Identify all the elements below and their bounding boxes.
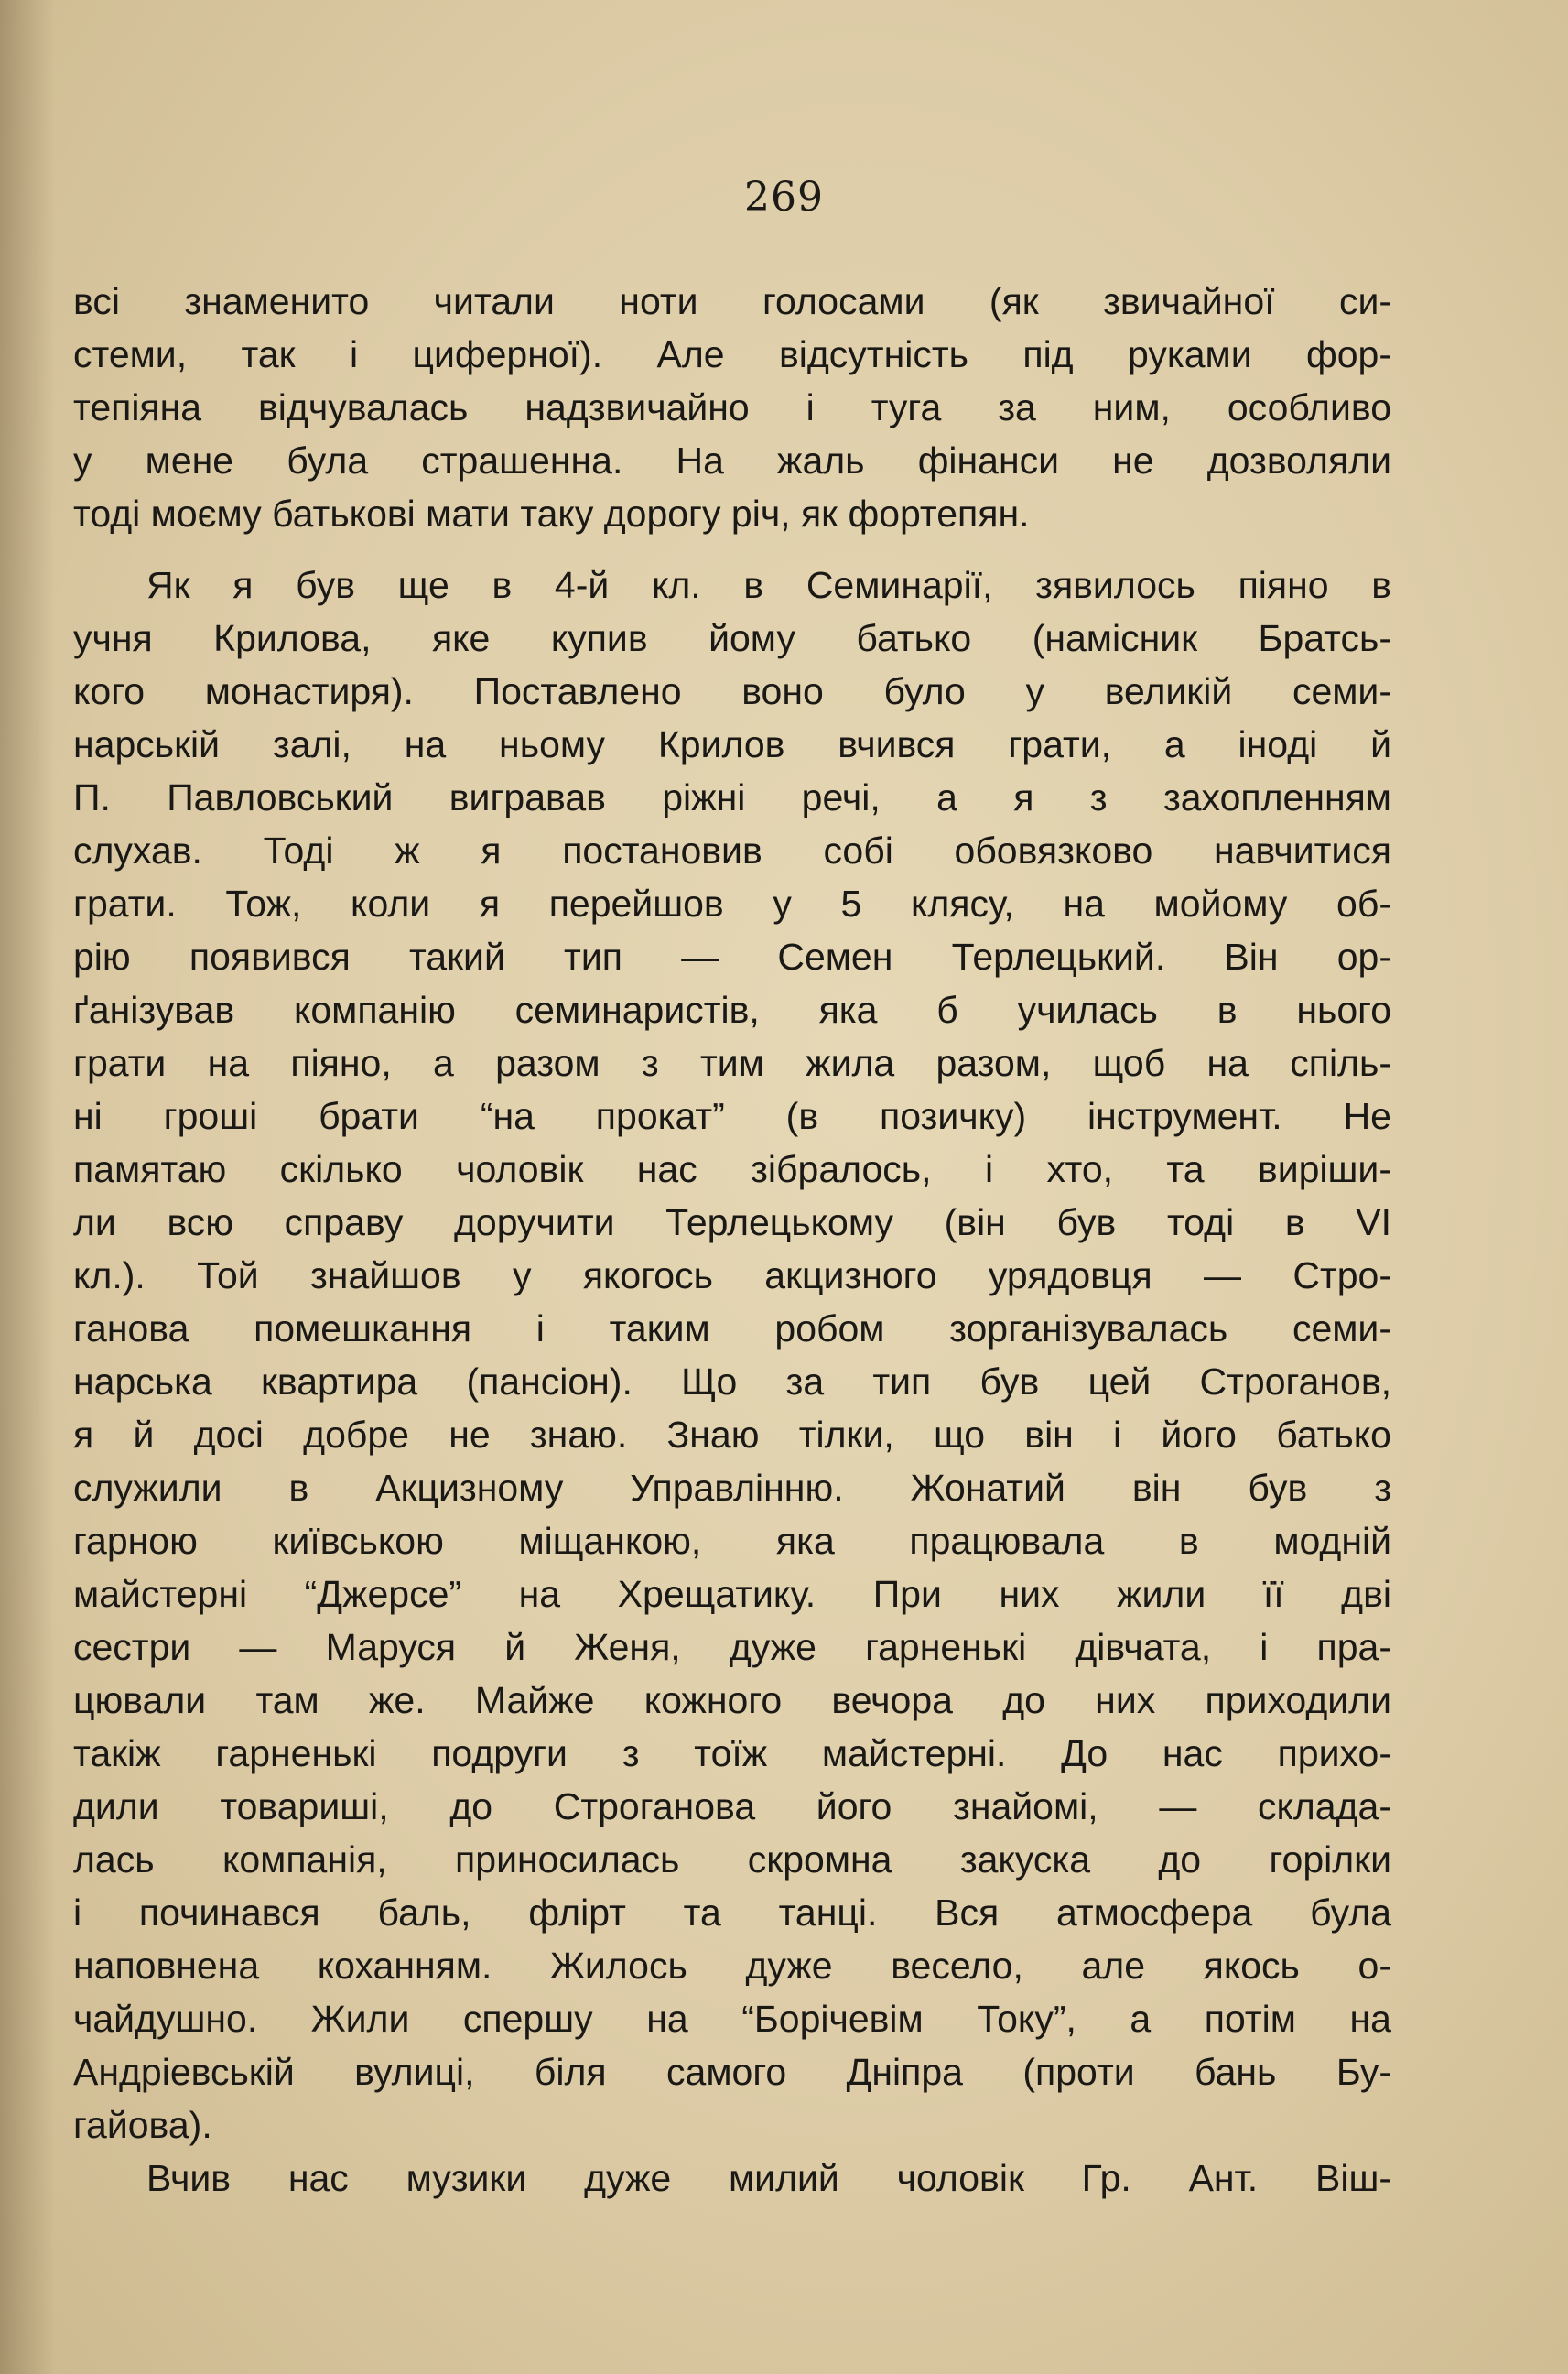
text-line: П. Павловський вигравав ріжні речі, а я з захопленням: [73, 776, 1391, 818]
text-line: рію появився такий тип — Семен Терлецький. Він ор-: [73, 936, 1391, 978]
text-line: наповнена коханням. Жилось дуже весело, але якось о-: [73, 1945, 1391, 1987]
text-line: лась компанія, приносилась скромна закуска до горілки: [73, 1838, 1391, 1881]
text-line: слухав. Тоді ж я постановив собі обовязково навчитися: [73, 829, 1391, 872]
text-line: ганова помешкання і таким робом зорганізувалась семи-: [73, 1307, 1391, 1350]
text-line: учня Крилова, яке купив йому батько (намісник Братсь-: [73, 617, 1391, 659]
text-line: кого монастиря). Поставлено воно було у великій семи-: [73, 670, 1391, 712]
text-line: кл.). Той знайшов у якогось акцизного урядовця — Стро-: [73, 1254, 1391, 1296]
text-line: майстерні “Джерсе” на Хрещатику. При них жили її дві: [73, 1573, 1391, 1615]
text-line: ні гроші брати “на прокат” (в позичку) інструмент. Не: [73, 1095, 1391, 1137]
text-line: такіж гарненькі подруги з тоїж майстерні. До нас прихо-: [73, 1732, 1391, 1774]
text-line: грати. Тож, коли я перейшов у 5 клясу, на мойому об-: [73, 883, 1391, 925]
text-line: нарська квартира (пансіон). Що за тип був цей Строганов,: [73, 1360, 1391, 1403]
text-line: у мене була страшенна. На жаль фінанси не дозволяли: [73, 439, 1391, 482]
text-line: памятаю скілько чоловік нас зібралось, і хто, та виріши-: [73, 1148, 1391, 1190]
text-line: тоді моєму батькові мати таку дорогу річ, як фортепян.: [73, 493, 1030, 535]
text-line: грати на піяно, а разом з тим жила разом, щоб на спіль-: [73, 1042, 1391, 1084]
text-line: нарській залі, на ньому Крилов вчився грати, а іноді й: [73, 723, 1391, 765]
text-line: я й досі добре не знаю. Знаю тілки, що він і його батько: [73, 1414, 1391, 1456]
text-line: дили товариші, до Строганова його знайомі, — склада-: [73, 1785, 1391, 1827]
text-line: ли всю справу доручити Терлецькому (він був тоді в VI: [73, 1201, 1391, 1243]
text-line: Як я був ще в 4-й кл. в Семинарії, зявилось піяно в: [146, 564, 1391, 606]
paragraph-1: [73, 275, 1391, 540]
text-line: гайова).: [73, 2104, 212, 2146]
text-line: цювали там же. Майже кожного вечора до них приходили: [73, 1679, 1391, 1721]
text-line: сестри — Маруся й Женя, дуже гарненькі дівчата, і пра-: [73, 1626, 1391, 1668]
text-line: Вчив нас музики дуже милий чоловік Гр. Ант. Віш-: [146, 2157, 1391, 2199]
text-line: ґанізував компанію семинаристів, яка б училась в нього: [73, 989, 1391, 1031]
text-line: чайдушно. Жили спершу на “Борічевім Току”, а потім на: [73, 1998, 1391, 2040]
text-line: служили в Акцизному Управлінню. Жонатий він був з: [73, 1467, 1391, 1509]
text-line: гарною київською міщанкою, яка працювала в модній: [73, 1520, 1391, 1562]
page-number: 269: [744, 174, 824, 221]
paragraph-2: [73, 558, 1391, 2152]
text-line: Андріевській вулиці, біля самого Дніпра (проти бань Бу-: [73, 2051, 1391, 2093]
body-text: [73, 275, 1391, 2205]
text-line: стеми, так і циферної). Але відсутність під руками фор-: [73, 333, 1391, 375]
text-line: всі знаменито читали ноти голосами (як звичайної си-: [73, 280, 1391, 322]
text-line: тепіяна відчувалась надзвичайно і туга за ним, особливо: [73, 386, 1391, 428]
text-line: і починався баль, флірт та танці. Вся атмосфера була: [73, 1892, 1391, 1934]
paragraph-3: [73, 2152, 1391, 2205]
